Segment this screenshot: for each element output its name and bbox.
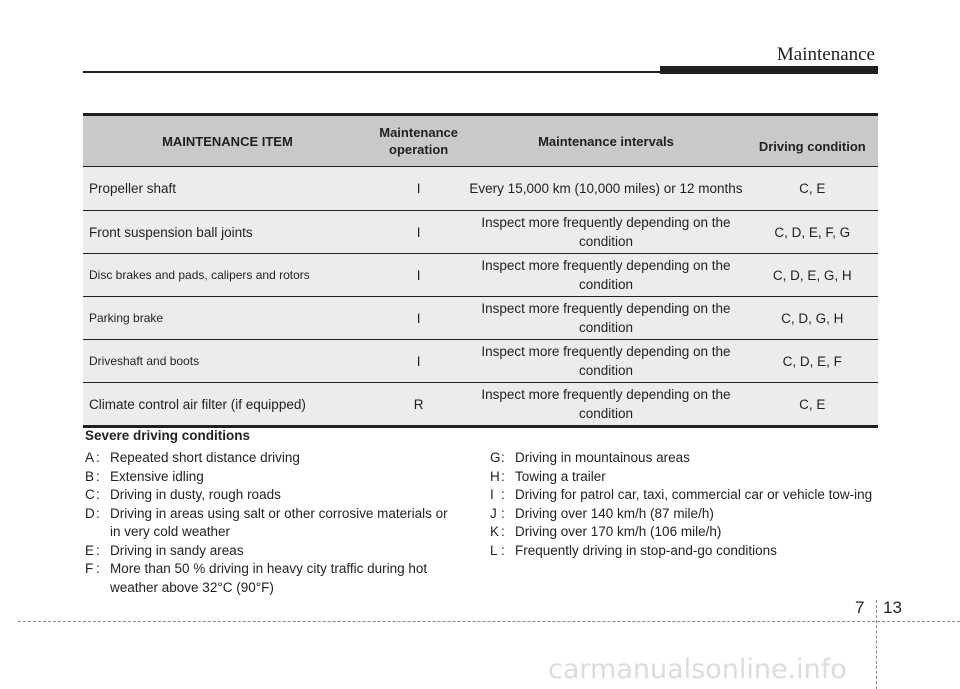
list-item (85, 486, 455, 505)
condition-key: I (490, 487, 494, 502)
condition-key: G (490, 450, 501, 465)
list-item (490, 486, 880, 505)
table-header-row (83, 115, 878, 167)
condition-separator: : (96, 505, 100, 521)
condition-separator: : (501, 487, 505, 502)
cell-interval: Inspect more frequently depending on the condition (465, 211, 746, 254)
cell-item: Propeller shaft (83, 167, 372, 211)
list-item (490, 468, 880, 487)
cell-item: Driveshaft and boots (83, 340, 372, 383)
watermark: carmanualsonline.info (548, 654, 847, 685)
condition-separator: : (96, 542, 100, 558)
condition-text: Driving over 140 km/h (87 mile/h) (515, 505, 714, 521)
cell-interval: Every 15,000 km (10,000 miles) or 12 months (465, 167, 746, 211)
condition-text: Driving over 170 km/h (106 mile/h) (515, 524, 722, 539)
condition-key: B (85, 468, 95, 484)
condition-separator: : (501, 524, 505, 539)
header-rule-bold (660, 66, 878, 74)
condition-separator: : (501, 450, 505, 465)
condition-separator: : (501, 468, 505, 484)
condition-text: Driving in dusty, rough roads (110, 487, 281, 502)
cell-interval: Inspect more frequently depending on the condition (465, 383, 746, 427)
condition-key: J (490, 505, 497, 521)
cell-operation: R (372, 383, 466, 427)
list-item (490, 542, 880, 561)
page-number: 13 (883, 598, 902, 617)
cell-item: Front suspension ball joints (83, 211, 372, 254)
condition-list-left (85, 449, 455, 597)
column-header-condition: Driving condition (747, 115, 878, 167)
condition-key: C (85, 487, 95, 502)
condition-text: Driving in sandy areas (110, 542, 244, 558)
cell-operation: I (372, 167, 466, 211)
list-item (85, 542, 455, 561)
header-rule (83, 71, 660, 73)
condition-key: K (490, 524, 500, 539)
chapter-number: 7 (855, 598, 865, 617)
cell-condition: C, D, E, F, G (747, 211, 878, 254)
list-item (85, 468, 455, 487)
condition-text: Repeated short distance driving (110, 450, 300, 465)
list-item (85, 505, 455, 542)
cell-operation: I (372, 297, 466, 340)
page-section-title: Maintenance (776, 44, 875, 65)
footer-rule (18, 621, 960, 622)
list-item (490, 449, 880, 468)
cell-condition: C, E (747, 167, 878, 211)
cell-operation: I (372, 254, 466, 297)
cell-item: Climate control air filter (if equipped) (83, 383, 372, 427)
condition-separator: : (96, 487, 100, 502)
cell-condition: C, E (747, 383, 878, 427)
cell-item: Parking brake (83, 297, 372, 340)
condition-separator: : (96, 561, 100, 576)
condition-separator: : (501, 505, 505, 521)
list-item (85, 560, 455, 597)
maintenance-table (83, 113, 878, 428)
column-header-intervals: Maintenance intervals (465, 115, 746, 167)
column-header-item: MAINTENANCE ITEM (83, 115, 372, 167)
condition-list-right (490, 449, 880, 560)
condition-key: H (490, 468, 500, 484)
table-row (83, 211, 878, 254)
table-row (83, 340, 878, 383)
condition-key: D (85, 505, 95, 521)
condition-text: More than 50 % driving in heavy city traffic during hot weather above 32°C (90°F) (110, 561, 428, 595)
cell-condition: C, D, E, G, H (747, 254, 878, 297)
cell-interval: Inspect more frequently depending on the condition (465, 297, 746, 340)
condition-text: Frequently driving in stop-and-go conditions (515, 542, 777, 558)
list-item (85, 449, 455, 468)
cell-operation: I (372, 211, 466, 254)
condition-separator: : (501, 542, 505, 558)
condition-key: F (85, 561, 94, 576)
cell-condition: C, D, E, F (747, 340, 878, 383)
condition-text: Driving in areas using salt or other corrosive materials or in very cold weather (110, 505, 448, 539)
cell-interval: Inspect more frequently depending on the condition (465, 254, 746, 297)
table-row (83, 167, 878, 211)
cell-item: Disc brakes and pads, calipers and rotors (83, 254, 372, 297)
condition-separator: : (96, 450, 100, 465)
list-item (490, 523, 880, 542)
cell-operation: I (372, 340, 466, 383)
footer-divider (876, 600, 877, 689)
table-row (83, 297, 878, 340)
cell-interval: Inspect more frequently depending on the condition (465, 340, 746, 383)
cell-condition: C, D, G, H (747, 297, 878, 340)
condition-separator: : (96, 468, 100, 484)
table-row (83, 254, 878, 297)
condition-key: E (85, 542, 95, 558)
list-item (490, 505, 880, 524)
condition-text: Towing a trailer (515, 468, 606, 484)
condition-key: L (490, 542, 498, 558)
condition-key: A (85, 450, 95, 465)
condition-text: Driving in mountainous areas (515, 450, 690, 465)
table-row (83, 383, 878, 427)
condition-text: Extensive idling (110, 468, 204, 484)
column-header-operation: Maintenance operation (372, 115, 466, 167)
severe-conditions-heading: Severe driving conditions (85, 428, 251, 443)
condition-text: Driving for patrol car, taxi, commercial car or vehicle tow-ing (515, 487, 873, 502)
